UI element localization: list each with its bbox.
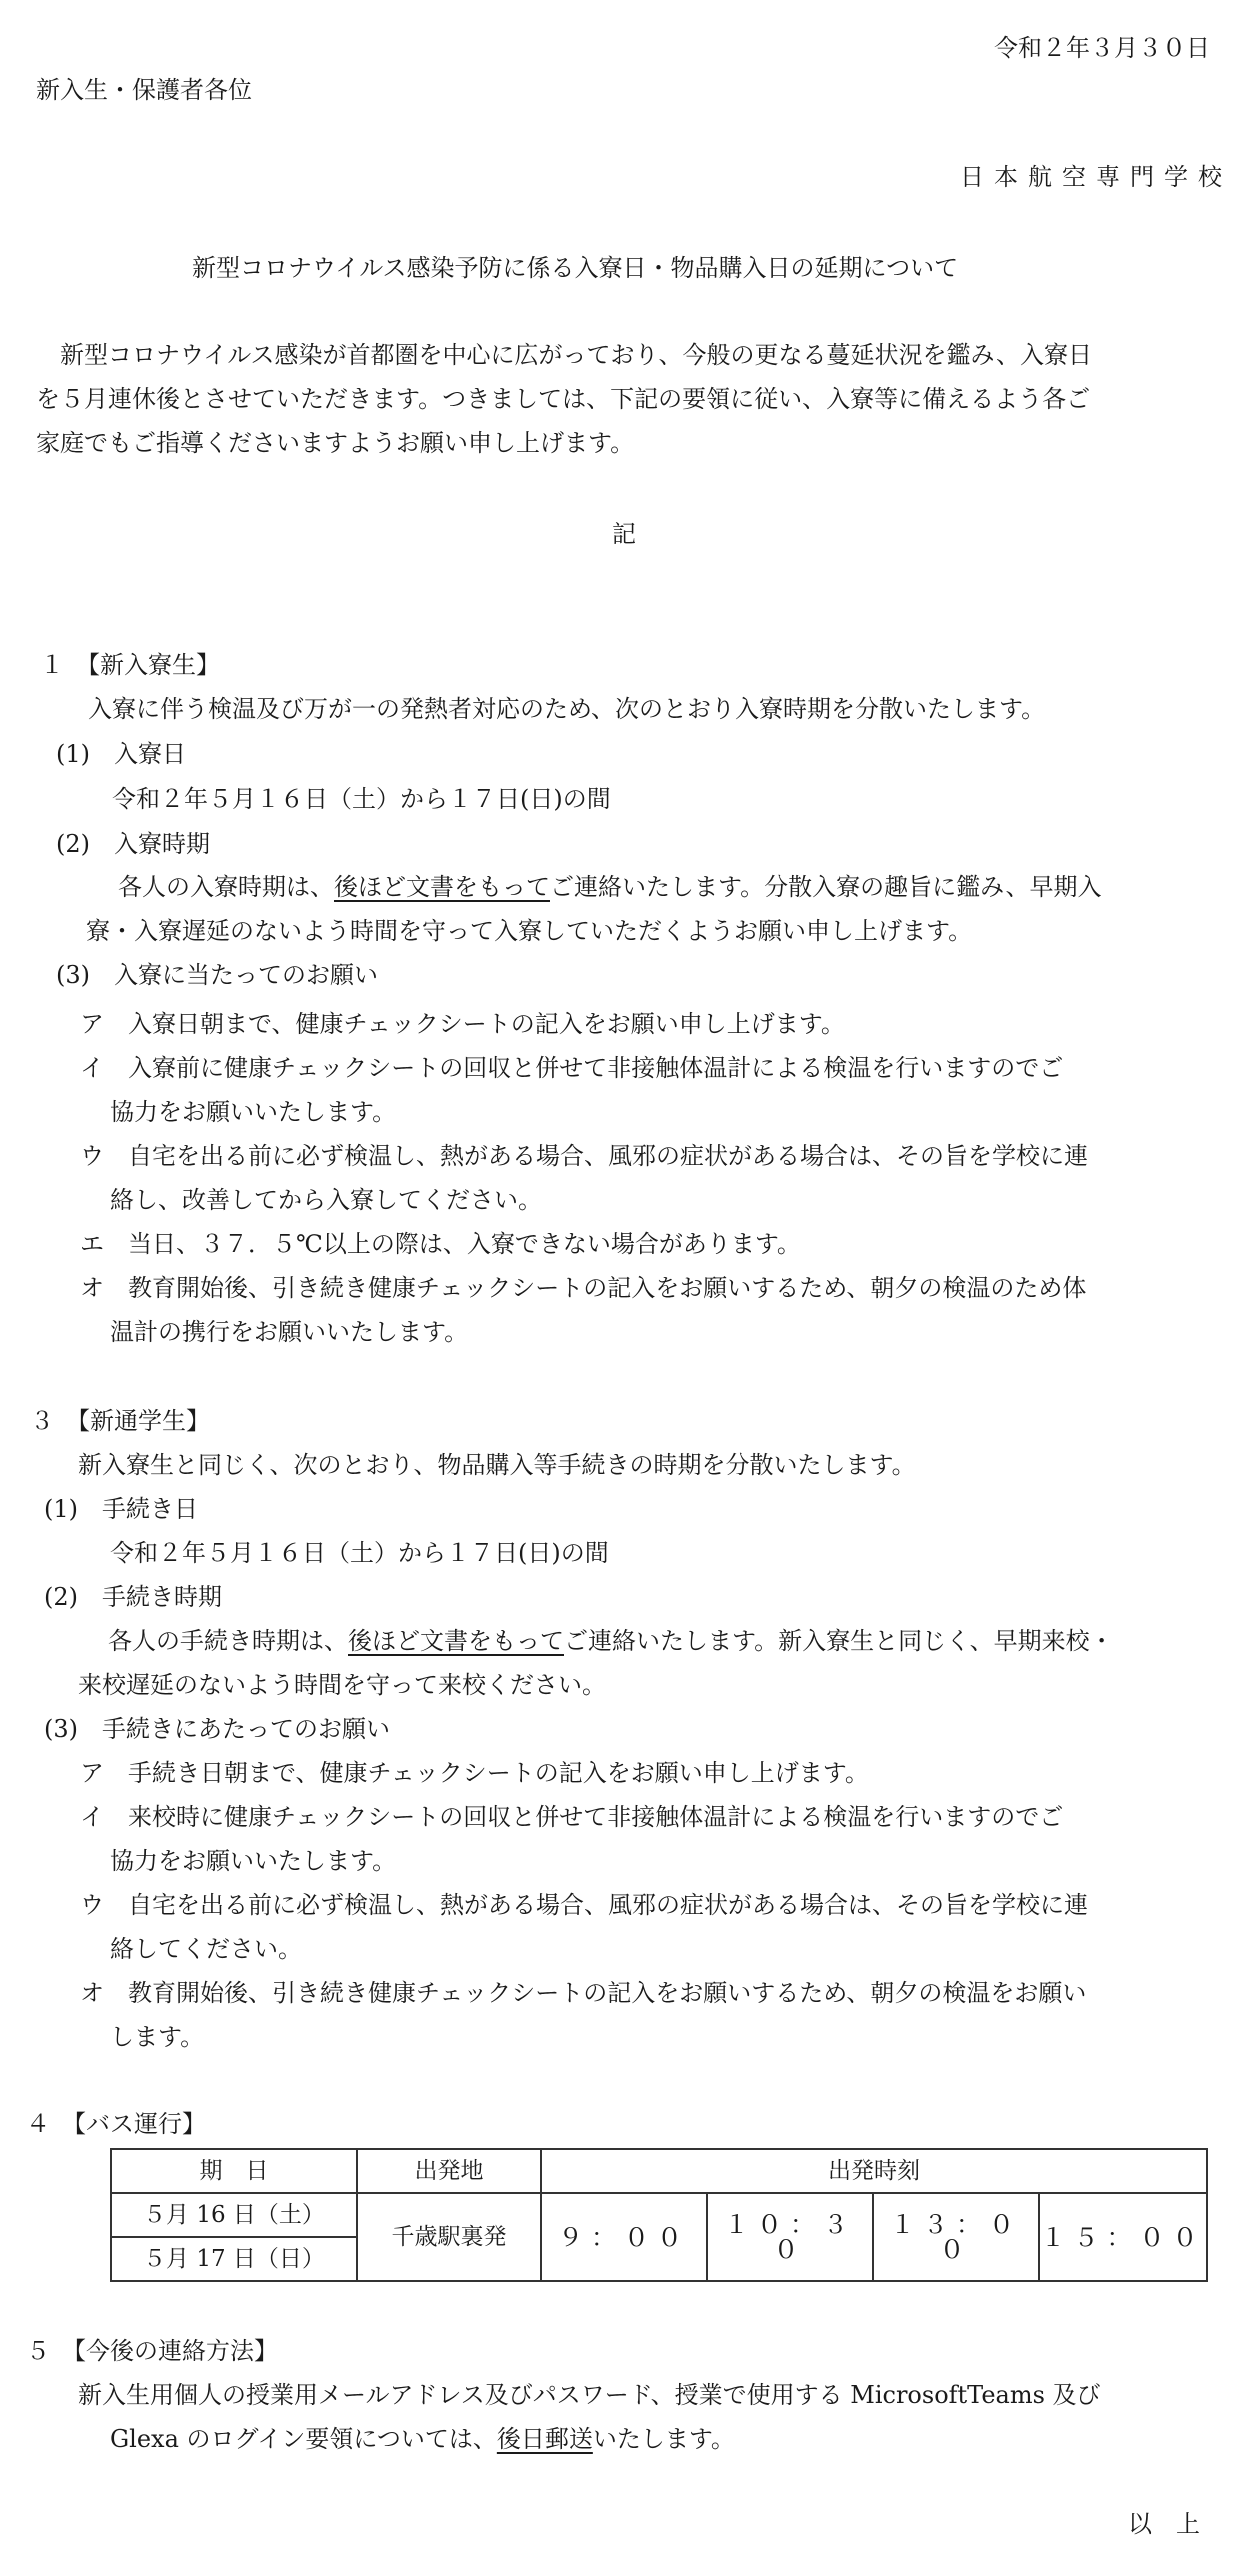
recipient: 新入生・保護者各位 [36, 76, 252, 104]
list-item-cont: 協力をお願いいたします。 [110, 1098, 397, 1126]
intro-line: を５月連休後とさせていただきます。つきましては、下記の要領に従い、入寮等に備えるよう各ご [36, 385, 1091, 413]
text-span: ご連絡いたします。分散入寮の趣旨に鑑み、早期入 [550, 873, 1102, 901]
text-span: Glexa のログイン要領については、 [110, 2425, 497, 2453]
table-cell-time: １５：００ [1039, 2193, 1207, 2281]
table-header-time: 出発時刻 [541, 2149, 1207, 2193]
list-item-cont: 絡してください。 [110, 1935, 302, 1963]
intro-line: 家庭でもご指導くださいますようお願い申し上げます。 [36, 429, 635, 457]
paragraph-line [118, 875, 1102, 899]
document-date: 令和２年３月３０日 [994, 34, 1210, 62]
underlined-text: 後ほど文書をもって [348, 1627, 564, 1655]
subsection-heading: (1) 入寮日 [56, 740, 186, 768]
paragraph-line: 新入生用個人の授業用メールアドレス及びパスワード、授業で使用する MicrosoftTeams 及び [78, 2381, 1101, 2409]
sender-school: 日本航空専門学校 [960, 163, 1232, 191]
table-cell-time: ９：００ [541, 2193, 707, 2281]
subsection-heading: (3) 入寮に当たってのお願い [56, 961, 378, 989]
table-cell-time: １０：３０ [707, 2193, 873, 2281]
list-item: オ 教育開始後、引き続き健康チェックシートの記入をお願いするため、朝夕の検温をお願い [80, 1979, 1087, 2007]
procedure-dates: 令和２年５月１６日（土）から１７日(日)の間 [110, 1539, 609, 1567]
table-header-origin: 出発地 [357, 2149, 541, 2193]
underlined-text: 後ほど文書をもって [334, 873, 550, 901]
text-span: いたします。 [592, 2425, 735, 2453]
paragraph-line [110, 2427, 735, 2451]
table-cell-origin: 千歳駅裏発 [357, 2193, 541, 2281]
underlined-text: 後日郵送 [496, 2425, 593, 2453]
list-item: オ 教育開始後、引き続き健康チェックシートの記入をお願いするため、朝夕の検温のため体 [80, 1274, 1087, 1302]
table-header-date: 期 日 [111, 2149, 357, 2193]
text-span: 各人の入寮時期は、 [118, 873, 334, 901]
list-item: イ 来校時に健康チェックシートの回収と併せて非接触体温計による検温を行いますのでご [80, 1803, 1064, 1831]
section-lead: 新入寮生と同じく、次のとおり、物品購入等手続きの時期を分散いたします。 [78, 1451, 916, 1479]
ki-marker: 記 [612, 520, 636, 548]
list-item-cont: します。 [110, 2023, 205, 2051]
document-title: 新型コロナウイルス感染予防に係る入寮日・物品購入日の延期について [192, 254, 959, 282]
list-item-cont: 温計の携行をお願いいたします。 [110, 1318, 469, 1346]
subsection-heading: (3) 手続きにあたってのお願い [44, 1715, 390, 1743]
list-item: エ 当日、３７．５℃以上の際は、入寮できない場合があります。 [80, 1230, 801, 1258]
move-in-dates: 令和２年５月１６日（土）から１７日(日)の間 [112, 785, 611, 813]
list-item-cont: 絡し、改善してから入寮してください。 [110, 1186, 542, 1214]
text-span: 各人の手続き時期は、 [108, 1627, 348, 1655]
table-cell-date: ５月 17 日（日） [111, 2237, 357, 2281]
list-item: イ 入寮前に健康チェックシートの回収と併せて非接触体温計による検温を行いますのでご [80, 1054, 1064, 1082]
subsection-heading: (1) 手続き日 [44, 1495, 198, 1523]
section-heading: ５ 【今後の連絡方法】 [26, 2337, 278, 2365]
section-heading: ４ 【バス運行】 [26, 2110, 206, 2138]
list-item: ア 手続き日朝まで、健康チェックシートの記入をお願い申し上げます。 [80, 1759, 869, 1787]
list-item-cont: 協力をお願いいたします。 [110, 1847, 397, 1875]
subsection-heading: (2) 手続き時期 [44, 1583, 222, 1611]
closing-mark: 以 上 [1128, 2510, 1200, 2538]
list-item: ウ 自宅を出る前に必ず検温し、熱がある場合、風邪の症状がある場合は、その旨を学校に連 [80, 1142, 1088, 1170]
table-cell-time: １３：００ [873, 2193, 1039, 2281]
bus-schedule-table [110, 2148, 1208, 2282]
section-lead: 入寮に伴う検温及び万が一の発熱者対応のため、次のとおり入寮時期を分散いたします。 [88, 695, 1046, 723]
table-cell-date: ５月 16 日（土） [111, 2193, 357, 2237]
section-heading: １ 【新入寮生】 [40, 651, 220, 679]
intro-line: 新型コロナウイルス感染が首都圏を中心に広がっており、今般の更なる蔓延状況を鑑み、入寮日 [60, 341, 1092, 369]
list-item: ア 入寮日朝まで、健康チェックシートの記入をお願い申し上げます。 [80, 1010, 845, 1038]
paragraph-line: 来校遅延のないよう時間を守って来校ください。 [78, 1671, 606, 1699]
section-heading: ３ 【新通学生】 [30, 1407, 210, 1435]
text-span: ご連絡いたします。新入寮生と同じく、早期来校・ [564, 1627, 1114, 1655]
paragraph-line [108, 1629, 1114, 1653]
paragraph-line: 寮・入寮遅延のないよう時間を守って入寮していただくようお願い申し上げます。 [86, 917, 973, 945]
list-item: ウ 自宅を出る前に必ず検温し、熱がある場合、風邪の症状がある場合は、その旨を学校に連 [80, 1891, 1088, 1919]
subsection-heading: (2) 入寮時期 [56, 830, 210, 858]
